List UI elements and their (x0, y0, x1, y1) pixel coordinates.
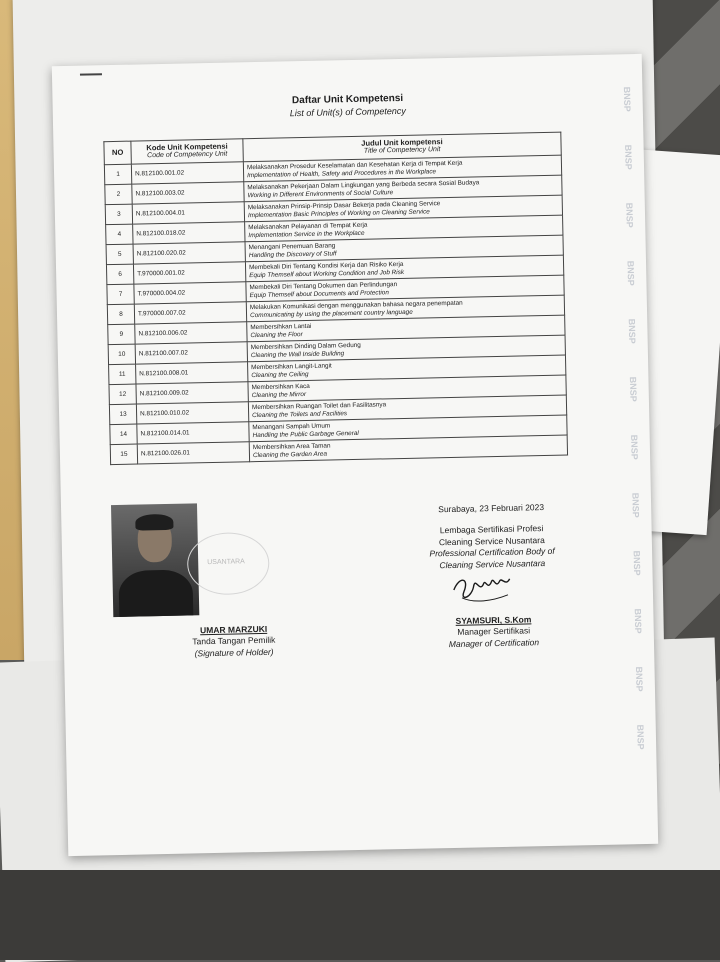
holder-name: UMAR MARZUKI (200, 623, 268, 636)
unit-title-id: Melaksanakan Pekerjaan Dalam Lingkungan yang Berbeda secara Sosial Budaya (247, 178, 480, 191)
watermark-text: BNSP (623, 144, 634, 170)
unit-code: N.812100.009.02 (136, 382, 248, 404)
seal-text: USANTARA (207, 558, 245, 567)
unit-code: N.812100.006.02 (135, 322, 247, 344)
certificate-page (52, 54, 658, 856)
unit-no: 7 (107, 284, 134, 305)
unit-title-en: Cleaning the Floor (250, 330, 303, 339)
unit-title-id: Membersihkan Lantai (250, 322, 312, 331)
watermark-text: BNSP (625, 260, 637, 286)
institution-line2: Cleaning Service Nusantara (438, 534, 545, 548)
unit-title-en: Handling the Discovery of Stuff (248, 249, 337, 259)
unit-title-en: Working in Different Environments of Social Culture (247, 188, 394, 199)
holder-signature-block (164, 623, 305, 660)
holder-label-en: (Signature of Holder) (194, 646, 274, 659)
unit-no: 15 (110, 444, 137, 465)
unit-title-en: Cleaning the Mirror (251, 390, 307, 399)
watermark (615, 86, 648, 794)
unit-code: N.812100.010.02 (136, 402, 248, 424)
unit-code: T.970000.004.02 (134, 282, 246, 304)
unit-code: N.812100.026.01 (137, 442, 249, 464)
unit-no: 3 (105, 204, 132, 225)
unit-code: N.812100.008.01 (136, 362, 248, 384)
unit-title-id: Membekali Diri Tentang Kondisi Kerja dan Risiko Kerja (248, 260, 404, 271)
watermark-text: BNSP (621, 86, 633, 112)
header-no: NO (104, 141, 131, 165)
unit-no: 13 (109, 404, 136, 425)
watermark-text: BNSP (634, 666, 645, 692)
background-desk (0, 870, 720, 960)
unit-no: 14 (110, 424, 137, 445)
unit-title-en: Equip Themself about Working Condition and Job Risk (249, 268, 405, 279)
unit-code: N.812100.007.02 (135, 342, 247, 364)
unit-title-en: Implementation Service in the Workplace (248, 229, 365, 239)
holder-label: Tanda Tangan Pemilik (192, 635, 276, 647)
header-code: Kode Unit Kompetensi Code of Competency Unit (131, 139, 243, 164)
unit-no: 4 (106, 224, 133, 245)
unit-no: 8 (107, 304, 134, 325)
unit-title-en: Implementation Basic Principles of Working on Cleaning Service (247, 207, 430, 219)
unit-title-en: Cleaning the Toilets and Facilities (252, 409, 348, 419)
watermark-text: BNSP (630, 492, 641, 518)
page-mark (80, 73, 102, 75)
unit-no: 5 (106, 244, 133, 265)
unit-title-id: Membersihkan Area Taman (252, 442, 331, 451)
unit-title-id: Membersihkan Dinding Dalam Gedung (250, 341, 361, 351)
page-title: Daftar Unit Kompetensi (291, 92, 404, 107)
unit-no: 12 (109, 384, 136, 405)
unit-no: 9 (108, 324, 135, 345)
unit-title-en: Equip Themself about Documents and Protection (249, 288, 389, 299)
unit-title-id: Membersihkan Kaca (251, 382, 310, 391)
holder-photo (111, 503, 199, 617)
unit-title-id: Melaksanakan Prosedur Keselamatan dan Kesehatan Kerja di Tempat Kerja (246, 159, 463, 171)
watermark-text: BNSP (635, 724, 646, 750)
unit-no: 6 (106, 264, 133, 285)
unit-title-en: Cleaning the Ceiling (251, 370, 309, 379)
unit-code: T.970000.007.02 (134, 302, 246, 324)
institution-line1: Lembaga Sertifikasi Profesi (439, 523, 544, 536)
watermark-text: BNSP (631, 550, 643, 576)
unit-title-id: Membersihkan Ruangan Toilet dan Fasilitasnya (251, 400, 387, 411)
unit-title-id: Membersihkan Langit-Langit (251, 361, 332, 371)
unit-title-id: Melaksanakan Pelayanan di Tempat Kerja (248, 221, 368, 231)
unit-no: 1 (104, 164, 131, 185)
unit-code: N.812100.018.02 (133, 222, 245, 244)
watermark-text: BNSP (629, 434, 640, 460)
competency-table (103, 132, 568, 466)
unit-title-id: Menangani Penemuan Barang (248, 241, 336, 251)
unit-title-en: Handling the Public Garbage General (252, 429, 359, 439)
issuer-block (401, 501, 582, 572)
unit-no: 2 (105, 184, 132, 205)
institution-line3: Professional Certification Body of (429, 546, 555, 559)
unit-title-en: Communicating by using the placement country language (249, 308, 413, 319)
unit-no: 10 (108, 344, 135, 365)
unit-title-id: Membekali Diri Tentang Dokumen dan Perlindungan (249, 280, 398, 291)
watermark-text: BNSP (626, 318, 638, 344)
unit-code: N.812100.004.01 (132, 202, 244, 224)
officer-block (418, 614, 569, 652)
officer-name: SYAMSURI, S.Kom (455, 614, 532, 626)
unit-title-id: Melaksanakan Prinsip-Prinsip Dasar Bekerja pada Cleaning Service (247, 199, 441, 211)
unit-title-en: Implementation of Health, Safety and Procedures in the Workplace (247, 167, 437, 179)
page-subtitle: List of Unit(s) of Competency (289, 105, 406, 119)
watermark-text: BNSP (624, 202, 635, 228)
place-date: Surabaya, 23 Februari 2023 (438, 502, 545, 515)
watermark-text: BNSP (627, 376, 639, 402)
unit-code: N.812100.001.02 (131, 162, 243, 184)
officer-signature (447, 567, 518, 608)
unit-code: T.970000.001.02 (133, 262, 245, 284)
unit-title-en: Cleaning the Garden Area (252, 450, 328, 459)
watermark-text: BNSP (632, 608, 644, 634)
header-title: Judul Unit kompetensi Title of Competency Unit (243, 132, 561, 162)
unit-code: N.812100.003.02 (132, 182, 244, 204)
unit-title-id: Melakukan Komunikasi dengan menggunakan bahasa negara penempatan (249, 299, 463, 311)
unit-no: 11 (109, 364, 136, 385)
unit-title-id: Menangani Sampah Umum (252, 422, 331, 431)
officer-title: Manager Sertifikasi (457, 625, 531, 638)
unit-title-en: Cleaning the Wall Inside Building (250, 349, 345, 359)
unit-code: N.812100.020.02 (133, 242, 245, 264)
officer-title-en: Manager of Certification (448, 637, 540, 650)
unit-code: N.812100.014.01 (137, 422, 249, 444)
institution-line4: Cleaning Service Nusantara (439, 557, 546, 571)
